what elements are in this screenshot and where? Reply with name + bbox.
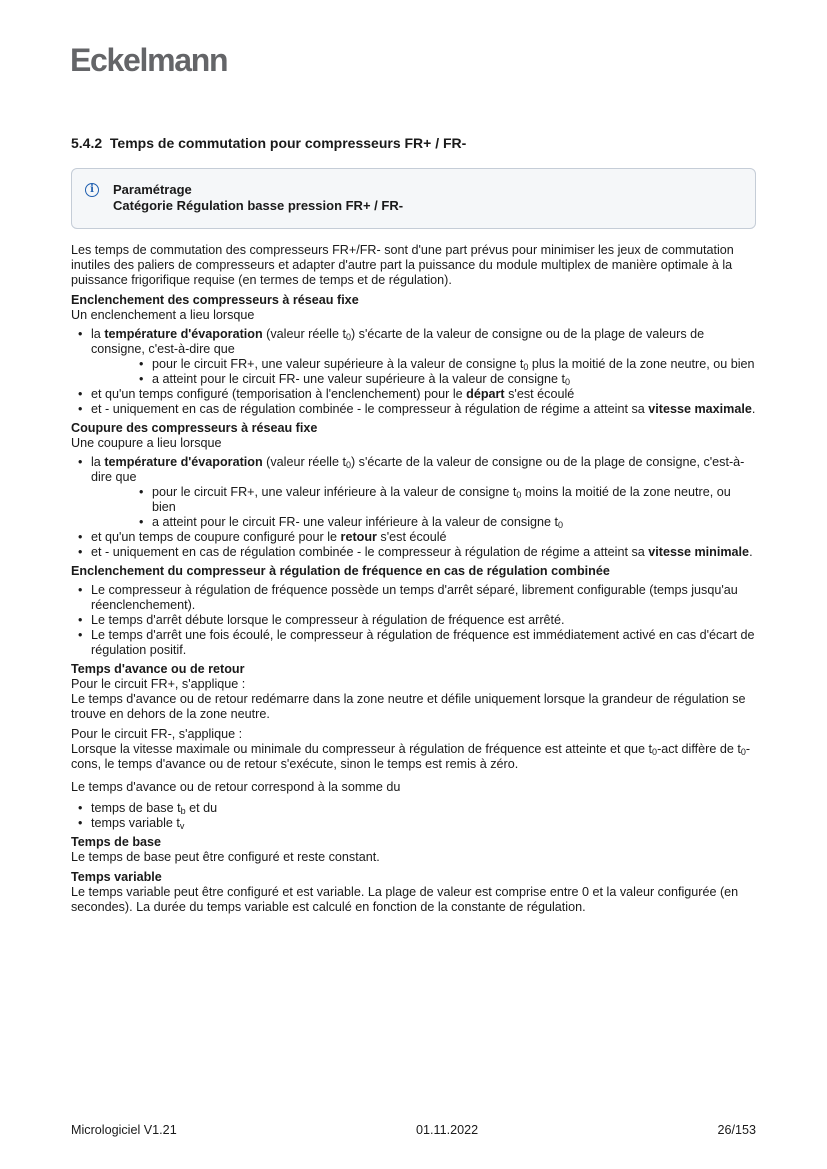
sum-text: Le temps d'avance ou de retour correspond à la somme du bbox=[71, 780, 401, 794]
switch-on-lead: Un enclenchement a lieu lorsque bbox=[71, 308, 255, 322]
list-item: • temps de base $t_b$ et du bbox=[71, 801, 756, 816]
frplus-text: Le temps d'avance ou de retour redémarre dans la zone neutre et défile uniquement lorsque la grandeur de régulation se trouve en dehors de la zone neutre. bbox=[71, 692, 746, 721]
footer-firmware-version: Micrologiciel V1.21 bbox=[71, 1123, 177, 1137]
section-number: 5.4.2 bbox=[71, 135, 103, 151]
base-time-heading: Temps de base bbox=[71, 835, 162, 849]
list-item: • pour le circuit FR+, une valeur inférieure à la valeur de consigne $t_0$ moins la moitié de la zone neutre, ou bien bbox=[91, 485, 756, 515]
section-title bbox=[71, 134, 756, 152]
switch-off-lead: Une coupure a lieu lorsque bbox=[71, 436, 222, 450]
section-title-text: Temps de commutation pour compresseurs FR+ / FR- bbox=[109, 135, 467, 151]
list-item: • Le temps d'arrêt débute lorsque le compresseur à régulation de fréquence est arrêté. bbox=[71, 613, 756, 628]
frminus-text: Lorsque la vitesse maximale ou minimale du compresseur à régulation de fréquence est atteinte et que $t_0$-act diffère de $t_0$-cons, le temps d'avance ou de retour s'exécute, sinon le temps est remis à zéro. bbox=[71, 742, 751, 771]
sum-list bbox=[71, 801, 756, 831]
list-item: • pour le circuit FR+, une valeur supérieure à la valeur de consigne $t_0$ plus la moitié de la zone neutre, ou bien bbox=[91, 357, 756, 372]
list-item: • Le compresseur à régulation de fréquence possède un temps d'arrêt séparé, librement configurable (temps jusqu'au réenclenchement). bbox=[71, 583, 756, 613]
frminus-lead: Pour le circuit FR-, s'applique : bbox=[71, 727, 243, 741]
eckelmann-logo: Eckelmann bbox=[70, 42, 228, 78]
param-box-line1: Paramétrage bbox=[113, 182, 192, 197]
list-item: • Le temps d'arrêt une fois écoulé, le compresseur à régulation de fréquence est immédiatement activé en cas d'écart de régulation positif. bbox=[71, 628, 756, 658]
freq-compressor-list bbox=[71, 583, 756, 658]
advance-time-heading: Temps d'avance ou de retour bbox=[71, 662, 245, 676]
base-time-text: Le temps de base peut être configuré et reste constant. bbox=[71, 850, 380, 864]
parameter-info-box bbox=[71, 168, 756, 229]
list-item: • temps variable $t_v$ bbox=[71, 816, 756, 831]
list-item: • a atteint pour le circuit FR- une valeur supérieure à la valeur de consigne $t_0$ bbox=[91, 372, 756, 387]
list-item: • a atteint pour le circuit FR- une valeur inférieure à la valeur de consigne $t_0$ bbox=[91, 515, 756, 530]
footer-date: 01.11.2022 bbox=[416, 1123, 479, 1137]
list-item: • et qu'un temps de coupure configuré pour le retour s'est écoulé bbox=[71, 530, 756, 545]
freq-compressor-heading: Enclenchement du compresseur à régulation de fréquence en cas de régulation combinée bbox=[71, 564, 610, 578]
switch-off-list bbox=[71, 455, 756, 560]
list-item: • la température d'évaporation (valeur réelle $t_0$) s'écarte de la valeur de consigne ou de la plage de consigne, c'est-à-dire que • pour le circuit FR+, une valeur inférieure à la valeur de consigne $t_0$ moins la moitié de la zone neutre, ou bien • a atteint pour le circuit FR- une valeur inférieure à la valeur de consigne $t_0$ bbox=[71, 455, 756, 530]
list-item: • et qu'un temps configuré (temporisation à l'enclenchement) pour le départ s'est écoulé bbox=[71, 387, 756, 402]
footer-page-number: 26/153 bbox=[717, 1123, 756, 1137]
switch-on-heading: Enclenchement des compresseurs à réseau fixe bbox=[71, 293, 359, 307]
list-item: • et - uniquement en cas de régulation combinée - le compresseur à régulation de régime a atteint sa vitesse minimale. bbox=[71, 545, 756, 560]
variable-time-heading: Temps variable bbox=[71, 870, 162, 884]
list-item: • et - uniquement en cas de régulation combinée - le compresseur à régulation de régime a atteint sa vitesse maximale. bbox=[71, 402, 756, 417]
switch-on-sublist bbox=[91, 357, 756, 387]
info-icon: i bbox=[85, 183, 99, 197]
switch-on-list bbox=[71, 327, 756, 417]
switch-off-heading: Coupure des compresseurs à réseau fixe bbox=[71, 421, 318, 435]
page-footer bbox=[71, 1123, 756, 1138]
switch-off-sublist bbox=[91, 485, 756, 530]
param-box-line2: Catégorie Régulation basse pression FR+ / FR- bbox=[113, 198, 404, 213]
frplus-lead: Pour le circuit FR+, s'applique : bbox=[71, 677, 246, 691]
list-item: • la température d'évaporation (valeur réelle $t_0$) s'écarte de la valeur de consigne ou de la plage de valeurs de consigne, c'est-à-dire que • pour le circuit FR+, une valeur supérieure à la valeur de consigne $t_0$ plus la moitié de la zone neutre, ou bien • a atteint pour le circuit FR- une valeur supérieure à la valeur de consigne $t_0$ bbox=[71, 327, 756, 387]
variable-time-text: Le temps variable peut être configuré et est variable. La plage de valeur est comprise entre 0 et la valeur configurée (en secondes). La durée du temps variable est calculé en fonction de la constante de régulation. bbox=[71, 885, 739, 914]
page-content bbox=[71, 134, 756, 920]
intro-paragraph: Les temps de commutation des compresseurs FR+/FR- sont d'une part prévus pour minimiser les jeux de commutation inutiles des paliers de compresseurs et adapter d'autre part la puissance du module multiplex de manière optimale à la puissance frigorifique requise (en termes de temps et de régulation). bbox=[71, 243, 734, 287]
